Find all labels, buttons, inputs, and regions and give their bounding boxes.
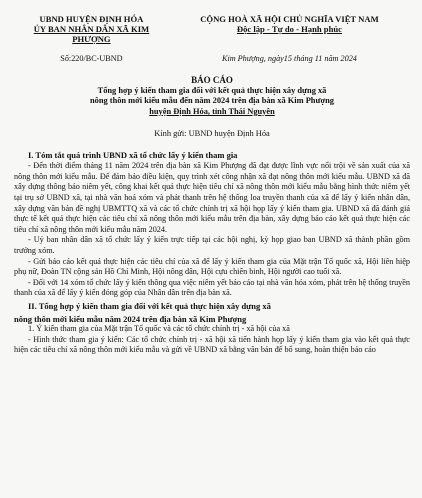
- section-2-paragraph: 1. Ý kiến tham gia của Mặt trận Tổ quốc và các tổ chức chính trị - xã hội của xã: [28, 324, 290, 334]
- section-1-paragraph: - Uỷ ban nhân dân xã tổ chức lấy ý kiến trực tiếp tại các hội nghị, kỳ họp giao ban UBND xã thành phần gồm trưởng xóm.: [14, 235, 410, 255]
- document-subtitle-1: Tổng hợp ý kiến tham gia đối với kết quả thực hiện xây dựng xã: [97, 86, 327, 95]
- section-1-paragraph: - Đối với 14 xóm tổ chức lấy ý kiến thông qua việc niêm yết báo cáo tại nhà văn hóa xóm, phát trên hệ thống truyền thanh của xã để lấy ý kiến đóng góp của Nhân dân trên địa bàn xã.: [14, 277, 410, 298]
- authority-line-1: UBND HUYỆN ĐỊNH HÓA: [39, 14, 144, 24]
- document-number: Số:220/BC-UBND: [60, 54, 123, 63]
- section-1-paragraph: - Đến thời điểm tháng 11 năm 2024 trên địa bàn xã Kim Phượng đã đạt được lĩnh vực nổi trội về sản xuất của xã nông thôn mới kiểu mẫu. Để đảm bảo điều kiện, quy trình xét công nhận xã đạt nông thôn mới kiểu mẫu. UBND xã đã xây dựng thông báo niêm yết, công khai kết quả thực hiện tiêu chí xã nông thôn mới kiểu mẫu bằng hình thức niêm yết tại trụ sở UBND xã, tại nhà văn hoá xóm và phát thanh trên hệ thống loa truyền thanh của xã để lấy ý kiến nhân dân, xây dựng văn bản đề nghị UBMTTQ xã và các tổ chức chính trị xã hội họp lấy ý kiến tham gia. UBND xã đã đánh giá thực tế kết quả thực hiện các tiêu chí xã nông thôn mới kiểu mẫu trên địa bàn, xây dựng báo cáo kết quả thực hiện các tiêu chí xã nông thôn mới kiểu mẫu năm 2024.: [14, 161, 410, 234]
- document-subtitle-2: nông thôn mới kiểu mẫu đến năm 2024 trên địa bàn xã Kim Phượng: [90, 96, 334, 106]
- section-2-paragraph: - Hình thức tham gia ý kiến: Các tổ chức chính trị - xã hội xã tiến hành họp lấy ý kiến tham gia vào kết quả thực hiện các tiêu chí xã nông thôn mới kiểu mẫu và gửi về UBND xã bằng văn bản để bổ sung, hoàn thiện báo cáo: [14, 334, 410, 355]
- section-2-heading-2: nông thôn mới kiểu mẫu năm 2024 trên địa bàn xã Kim Phượng: [14, 313, 247, 324]
- country-name: CỘNG HOÀ XÃ HỘI CHỦ NGHĨA VIỆT NAM: [200, 14, 379, 24]
- section-1-paragraph: - Gửi báo cáo kết quả thực hiện các tiêu chí của xã để lấy ý kiến tham gia của Mặt trận Tổ quốc xã, Hội liên hiệp phụ nữ, Đoàn TN cộng sản Hồ Chí Minh, Hội nông dân, Hội cựu chiến binh, Hội người cao tuổi xã.: [14, 256, 410, 277]
- section-1-heading: I. Tóm tắt quá trình UBND xã tổ chức lấy ý kiến tham gia: [28, 150, 238, 161]
- document-subtitle-3: huyện Định Hóa, tỉnh Thái Nguyên: [149, 106, 275, 116]
- authority-line-2: ỦY BAN NHÂN DÂN XÃ KIM PHƯỢNG: [33, 24, 150, 44]
- document-header: [14, 14, 410, 44]
- place-date: Kim Phượng, ngày15 tháng 11 năm 2024: [221, 54, 357, 63]
- national-motto: [169, 14, 410, 44]
- number-date-row: [14, 54, 410, 63]
- section-2-heading-1: II. Tổng hợp ý kiến tham gia đối với kết quả thực hiện xây dựng xã: [28, 300, 271, 311]
- document-title: BÁO CÁO: [191, 75, 233, 85]
- motto-line: Độc lập - Tự do - Hạnh phúc: [236, 24, 342, 34]
- recipient-line: Kính gửi: UBND huyện Định Hóa: [154, 129, 270, 139]
- issuing-authority: [14, 14, 169, 44]
